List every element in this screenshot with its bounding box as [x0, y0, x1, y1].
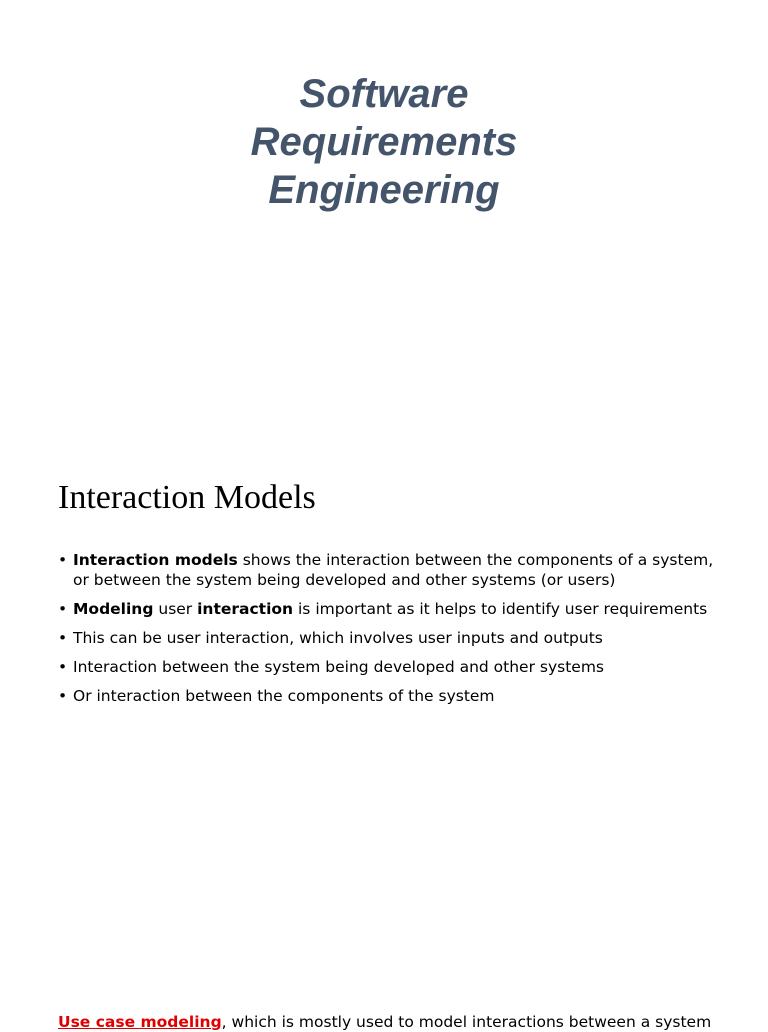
title-slide	[0, 0, 768, 440]
bold-term: Interaction models	[73, 551, 238, 569]
next-slide-partial-text	[58, 1012, 758, 1032]
title-line: Software	[299, 72, 469, 116]
bullet-item	[58, 550, 718, 590]
bullet-item	[58, 686, 718, 706]
title-line: Engineering	[268, 168, 500, 212]
bullet-text: user	[153, 600, 198, 618]
partial-text: , which is mostly used to model interactions between a system	[221, 1013, 712, 1031]
bullet-text: Interaction between the system being developed and other systems	[73, 658, 605, 676]
bullet-list	[58, 550, 718, 715]
bullet-text: Or interaction between the components of the system	[73, 687, 495, 705]
bold-term: interaction	[197, 600, 294, 618]
slide-title	[0, 70, 768, 214]
bullet-item	[58, 628, 718, 648]
slide-heading: Interaction Models	[58, 479, 316, 516]
use-case-modeling-term: Use case modeling	[58, 1013, 222, 1031]
bold-term: Modeling	[73, 600, 154, 618]
bullet-item	[58, 599, 718, 619]
interaction-models-slide	[0, 440, 768, 980]
bullet-text: This can be user interaction, which involves user inputs and outputs	[73, 629, 603, 647]
bullet-item	[58, 657, 718, 677]
bullet-text: shows the interaction between the components of a system, or between the system being developed and other systems (or users)	[73, 551, 714, 589]
bullet-text: is important as it helps to identify user requirements	[293, 600, 708, 618]
title-line: Requirements	[250, 120, 518, 164]
